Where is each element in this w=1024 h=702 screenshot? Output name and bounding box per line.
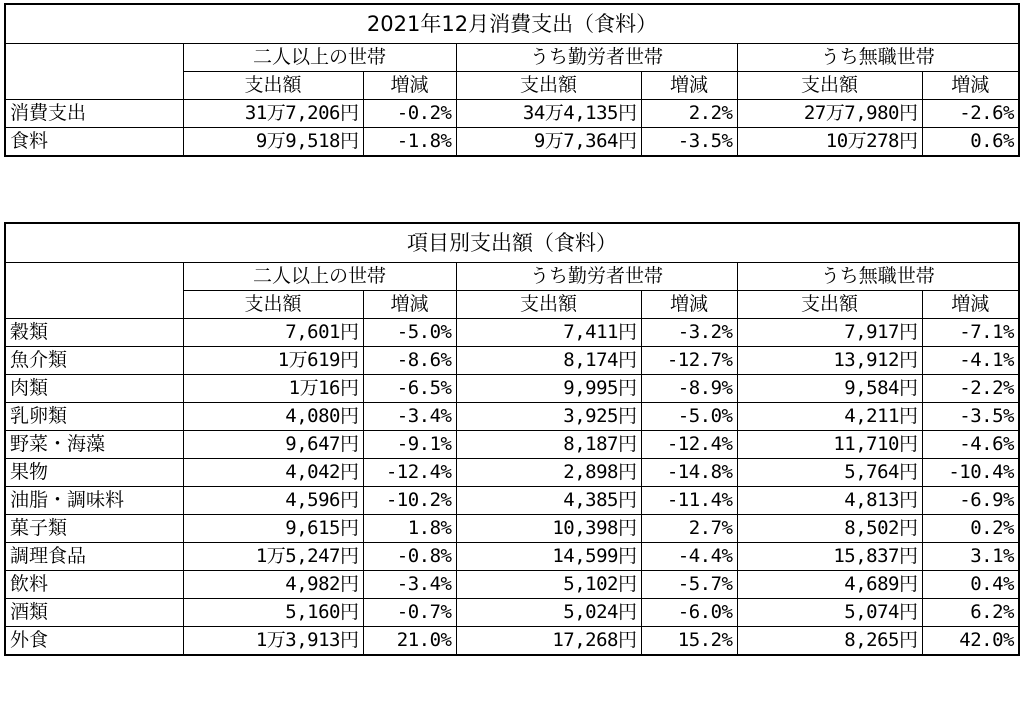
change-cell: -6.5% bbox=[363, 375, 456, 403]
table-row bbox=[5, 515, 1019, 543]
consumption-summary-table bbox=[4, 3, 1020, 157]
row-label: 乳卵類 bbox=[5, 403, 183, 431]
amount-cell: 3,925円 bbox=[456, 403, 641, 431]
change-cell: -12.4% bbox=[641, 431, 737, 459]
amount-cell: 5,024円 bbox=[456, 599, 641, 627]
column-header-amount: 支出額 bbox=[183, 72, 363, 100]
group-header-workers: うち勤労者世帯 bbox=[456, 44, 737, 72]
table-row bbox=[5, 100, 1019, 128]
change-cell: 0.2% bbox=[922, 515, 1019, 543]
change-cell: -3.5% bbox=[922, 403, 1019, 431]
row-label: 食料 bbox=[5, 128, 183, 157]
amount-cell: 34万4,135円 bbox=[456, 100, 641, 128]
amount-cell: 14,599円 bbox=[456, 543, 641, 571]
group-header-two-plus: 二人以上の世帯 bbox=[183, 44, 456, 72]
change-cell: -12.4% bbox=[363, 459, 456, 487]
group-header-unemployed: うち無職世帯 bbox=[737, 263, 1019, 291]
table-row bbox=[5, 627, 1019, 656]
table-row bbox=[5, 599, 1019, 627]
amount-cell: 10,398円 bbox=[456, 515, 641, 543]
change-cell: -14.8% bbox=[641, 459, 737, 487]
change-cell: -4.6% bbox=[922, 431, 1019, 459]
row-label: 油脂・調味料 bbox=[5, 487, 183, 515]
amount-cell: 5,102円 bbox=[456, 571, 641, 599]
table-row bbox=[5, 347, 1019, 375]
change-cell: 42.0% bbox=[922, 627, 1019, 656]
column-header-amount: 支出額 bbox=[456, 291, 641, 319]
amount-cell: 7,917円 bbox=[737, 319, 922, 347]
change-cell: -8.6% bbox=[363, 347, 456, 375]
row-label: 肉類 bbox=[5, 375, 183, 403]
amount-cell: 31万7,206円 bbox=[183, 100, 363, 128]
amount-cell: 9,995円 bbox=[456, 375, 641, 403]
change-cell: -3.2% bbox=[641, 319, 737, 347]
change-cell: -5.7% bbox=[641, 571, 737, 599]
change-cell: 0.4% bbox=[922, 571, 1019, 599]
column-header-change: 増減 bbox=[922, 72, 1019, 100]
row-label: 野菜・海藻 bbox=[5, 431, 183, 459]
change-cell: -2.6% bbox=[922, 100, 1019, 128]
table-row bbox=[5, 403, 1019, 431]
table-title: 2021年12月消費支出（食料） bbox=[5, 4, 1019, 44]
change-cell: -10.4% bbox=[922, 459, 1019, 487]
amount-cell: 9万9,518円 bbox=[183, 128, 363, 157]
amount-cell: 2,898円 bbox=[456, 459, 641, 487]
amount-cell: 4,982円 bbox=[183, 571, 363, 599]
amount-cell: 4,080円 bbox=[183, 403, 363, 431]
change-cell: -3.4% bbox=[363, 571, 456, 599]
amount-cell: 5,764円 bbox=[737, 459, 922, 487]
change-cell: -0.8% bbox=[363, 543, 456, 571]
change-cell: -0.7% bbox=[363, 599, 456, 627]
amount-cell: 9,584円 bbox=[737, 375, 922, 403]
change-cell: -12.7% bbox=[641, 347, 737, 375]
amount-cell: 7,601円 bbox=[183, 319, 363, 347]
table-row bbox=[5, 128, 1019, 157]
row-label: 果物 bbox=[5, 459, 183, 487]
amount-cell: 4,596円 bbox=[183, 487, 363, 515]
change-cell: -6.9% bbox=[922, 487, 1019, 515]
amount-cell: 4,211円 bbox=[737, 403, 922, 431]
amount-cell: 4,042円 bbox=[183, 459, 363, 487]
amount-cell: 1万16円 bbox=[183, 375, 363, 403]
row-label: 菓子類 bbox=[5, 515, 183, 543]
change-cell: -5.0% bbox=[641, 403, 737, 431]
amount-cell: 10万278円 bbox=[737, 128, 922, 157]
column-header-change: 増減 bbox=[363, 72, 456, 100]
amount-cell: 4,689円 bbox=[737, 571, 922, 599]
row-label: 外食 bbox=[5, 627, 183, 656]
change-cell: 0.6% bbox=[922, 128, 1019, 157]
item-expenditure-table bbox=[4, 222, 1020, 656]
amount-cell: 13,912円 bbox=[737, 347, 922, 375]
change-cell: -9.1% bbox=[363, 431, 456, 459]
change-cell: -1.8% bbox=[363, 128, 456, 157]
table-row bbox=[5, 487, 1019, 515]
amount-cell: 7,411円 bbox=[456, 319, 641, 347]
change-cell: -3.5% bbox=[641, 128, 737, 157]
amount-cell: 8,502円 bbox=[737, 515, 922, 543]
corner-cell bbox=[5, 263, 183, 319]
change-cell: -3.4% bbox=[363, 403, 456, 431]
amount-cell: 8,265円 bbox=[737, 627, 922, 656]
column-header-change: 増減 bbox=[363, 291, 456, 319]
row-label: 調理食品 bbox=[5, 543, 183, 571]
group-header-workers: うち勤労者世帯 bbox=[456, 263, 737, 291]
change-cell: -7.1% bbox=[922, 319, 1019, 347]
amount-cell: 5,074円 bbox=[737, 599, 922, 627]
column-header-amount: 支出額 bbox=[456, 72, 641, 100]
change-cell: 21.0% bbox=[363, 627, 456, 656]
amount-cell: 11,710円 bbox=[737, 431, 922, 459]
change-cell: -11.4% bbox=[641, 487, 737, 515]
change-cell: 2.2% bbox=[641, 100, 737, 128]
change-cell: -0.2% bbox=[363, 100, 456, 128]
amount-cell: 9万7,364円 bbox=[456, 128, 641, 157]
change-cell: -6.0% bbox=[641, 599, 737, 627]
amount-cell: 4,385円 bbox=[456, 487, 641, 515]
amount-cell: 8,174円 bbox=[456, 347, 641, 375]
group-header-two-plus: 二人以上の世帯 bbox=[183, 263, 456, 291]
amount-cell: 1万619円 bbox=[183, 347, 363, 375]
row-label: 酒類 bbox=[5, 599, 183, 627]
group-header-unemployed: うち無職世帯 bbox=[737, 44, 1019, 72]
column-header-amount: 支出額 bbox=[737, 291, 922, 319]
amount-cell: 8,187円 bbox=[456, 431, 641, 459]
table-row bbox=[5, 319, 1019, 347]
amount-cell: 15,837円 bbox=[737, 543, 922, 571]
amount-cell: 5,160円 bbox=[183, 599, 363, 627]
table-title: 項目別支出額（食料） bbox=[5, 223, 1019, 263]
change-cell: -10.2% bbox=[363, 487, 456, 515]
table-row bbox=[5, 543, 1019, 571]
amount-cell: 4,813円 bbox=[737, 487, 922, 515]
change-cell: -5.0% bbox=[363, 319, 456, 347]
table-row bbox=[5, 375, 1019, 403]
amount-cell: 9,647円 bbox=[183, 431, 363, 459]
corner-cell bbox=[5, 44, 183, 100]
table-row bbox=[5, 571, 1019, 599]
row-label: 飲料 bbox=[5, 571, 183, 599]
row-label: 魚介類 bbox=[5, 347, 183, 375]
amount-cell: 27万7,980円 bbox=[737, 100, 922, 128]
amount-cell: 17,268円 bbox=[456, 627, 641, 656]
change-cell: 6.2% bbox=[922, 599, 1019, 627]
column-header-amount: 支出額 bbox=[737, 72, 922, 100]
row-label: 穀類 bbox=[5, 319, 183, 347]
column-header-change: 増減 bbox=[641, 72, 737, 100]
change-cell: 15.2% bbox=[641, 627, 737, 656]
change-cell: -8.9% bbox=[641, 375, 737, 403]
row-label: 消費支出 bbox=[5, 100, 183, 128]
change-cell: 2.7% bbox=[641, 515, 737, 543]
column-header-amount: 支出額 bbox=[183, 291, 363, 319]
change-cell: -4.1% bbox=[922, 347, 1019, 375]
change-cell: 1.8% bbox=[363, 515, 456, 543]
change-cell: -4.4% bbox=[641, 543, 737, 571]
amount-cell: 1万5,247円 bbox=[183, 543, 363, 571]
change-cell: 3.1% bbox=[922, 543, 1019, 571]
table-row bbox=[5, 431, 1019, 459]
column-header-change: 増減 bbox=[922, 291, 1019, 319]
amount-cell: 9,615円 bbox=[183, 515, 363, 543]
table-row bbox=[5, 459, 1019, 487]
amount-cell: 1万3,913円 bbox=[183, 627, 363, 656]
table-body bbox=[5, 319, 1019, 656]
change-cell: -2.2% bbox=[922, 375, 1019, 403]
column-header-change: 増減 bbox=[641, 291, 737, 319]
